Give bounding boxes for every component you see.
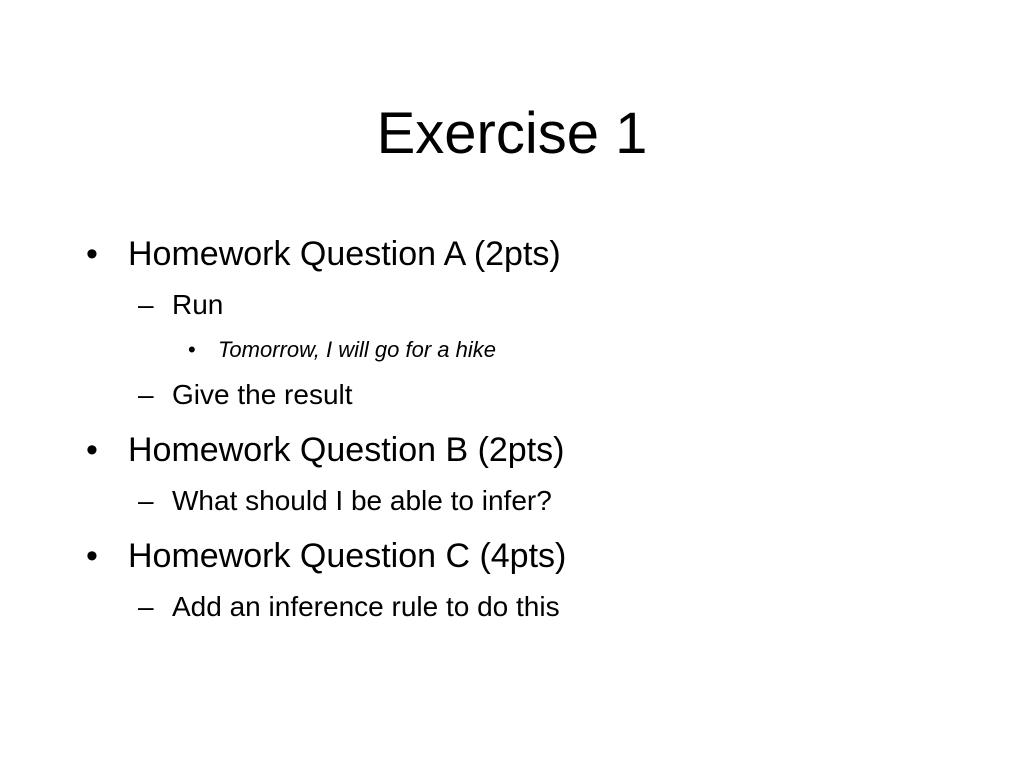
sub-bullet-inference-rule: [138, 590, 560, 624]
bullet-marker: •: [86, 235, 98, 273]
sub-bullet-text: Add an inference rule to do this: [172, 591, 560, 622]
bullet-text: Homework Question A (2pts): [128, 235, 561, 273]
sub-bullet-text: What should I be able to infer?: [172, 485, 552, 516]
sub-bullet-text: Give the result: [172, 379, 353, 410]
dash-marker: –: [138, 485, 154, 516]
sub-bullet-give-result: [138, 378, 353, 412]
dash-marker: –: [138, 591, 154, 622]
sub-bullet-infer: [138, 484, 552, 518]
bullet-question-a: [86, 234, 561, 274]
bullet-question-b: [86, 430, 565, 470]
dash-marker: –: [138, 289, 154, 320]
dash-marker: –: [138, 379, 154, 410]
bullet-question-c: [86, 536, 567, 576]
slide-title: Exercise 1: [376, 101, 648, 166]
bullet-marker: •: [86, 537, 98, 575]
sub-sub-bullet-text: Tomorrow, I will go for a hike: [218, 337, 496, 362]
bullet-text: Homework Question C (4pts): [128, 537, 567, 575]
bullet-text: Homework Question B (2pts): [128, 431, 565, 469]
bullet-marker: •: [188, 337, 196, 362]
sub-bullet-text: Run: [172, 289, 224, 320]
bullet-marker: •: [86, 431, 98, 469]
sub-bullet-run: [138, 288, 224, 322]
sub-sub-bullet-example: [188, 336, 496, 364]
